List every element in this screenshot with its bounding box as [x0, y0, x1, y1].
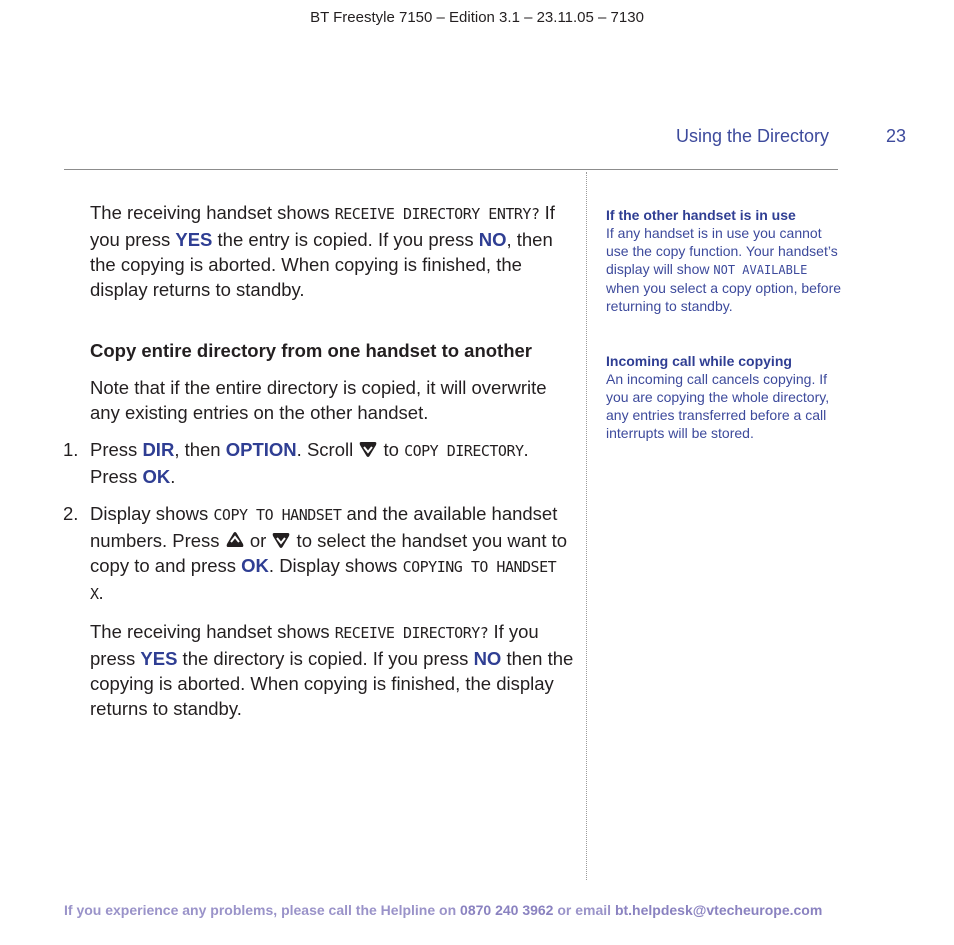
receive-directory-paragraph: The receiving handset shows RECEIVE DIRECTORY? If you press YES the directory is copied. If you press NO then the copying is aborted. When copying is finished, the display returns to standby. [90, 621, 574, 719]
sidebar-note-incoming-call [606, 352, 842, 442]
sidebar-note-handset-in-use [606, 206, 842, 315]
sidebar-text: An incoming call cancels copying. If you are copying the whole directory, any entries transferred before a call interrupts will be stored. [606, 371, 830, 441]
step-number: 2. [63, 503, 79, 524]
section-heading: Copy entire directory from one handset to another [90, 340, 533, 361]
sidebar-notes [606, 206, 842, 442]
section-title: Using the Directory [676, 126, 830, 146]
yes-key-label: YES [175, 229, 213, 250]
receive-entry-paragraph: The receiving handset shows RECEIVE DIRECTORY ENTRY? If you press YES the entry is copied. If you press NO, then the copying is aborted. When copying is finished, the display returns to standby. [90, 202, 555, 300]
lcd-text: NOT AVAILABLE [713, 263, 808, 277]
step-1: 1. Press DIR, then OPTION. Scroll to COPY DIRECTORY. Press OK. [63, 439, 529, 487]
lcd-text: RECEIVE DIRECTORY? [334, 624, 489, 642]
helpline-footer: If you experience any problems, please call the Helpline on 0870 240 3962 or email bt.helpdesk@vtecheurope.com [64, 902, 823, 918]
lcd-text: COPY TO HANDSET [213, 506, 342, 524]
scroll-down-icon [358, 439, 378, 459]
ok-key-label: OK [241, 555, 269, 576]
step-2: 2. Display shows COPY TO HANDSET and the available handset numbers. Press or to select the handset you want to copy to and press OK. Display shows COPYING TO HANDSET X. [63, 503, 568, 603]
lcd-text: RECEIVE DIRECTORY ENTRY? [334, 205, 540, 223]
helpdesk-email: bt.helpdesk@vtecheurope.com [614, 902, 823, 918]
main-column [63, 200, 575, 721]
page-number: 23 [886, 126, 907, 146]
no-key-label: NO [473, 648, 502, 669]
header-divider [64, 169, 838, 170]
scroll-up-icon [225, 530, 245, 550]
dir-key-label: DIR [142, 439, 175, 460]
step-number: 1. [63, 439, 79, 460]
scroll-down-icon [271, 530, 291, 550]
sidebar-heading: Incoming call while copying [606, 353, 792, 369]
yes-key-label: YES [140, 648, 178, 669]
no-key-label: NO [478, 229, 507, 250]
ok-key-label: OK [142, 466, 171, 487]
lcd-text: COPYING TO HANDSET X [90, 558, 557, 603]
column-divider [586, 172, 587, 880]
overwrite-note: Note that if the entire directory is copied, it will overwrite any existing entries on the other handset. [90, 377, 547, 423]
sidebar-text: If any handset is in use you cannot use the copy function. Your handset’s display will show NOT AVAILABLE when you select a copy option, before returning to standby. [606, 225, 842, 314]
sidebar-heading: If the other handset is in use [606, 207, 796, 223]
document-header: BT Freestyle 7150 – Edition 3.1 – 23.11.05 – 7130 [310, 9, 644, 26]
option-key-label: OPTION [225, 439, 297, 460]
lcd-text: COPY DIRECTORY [404, 442, 524, 460]
helpline-phone: 0870 240 3962 [460, 902, 554, 918]
